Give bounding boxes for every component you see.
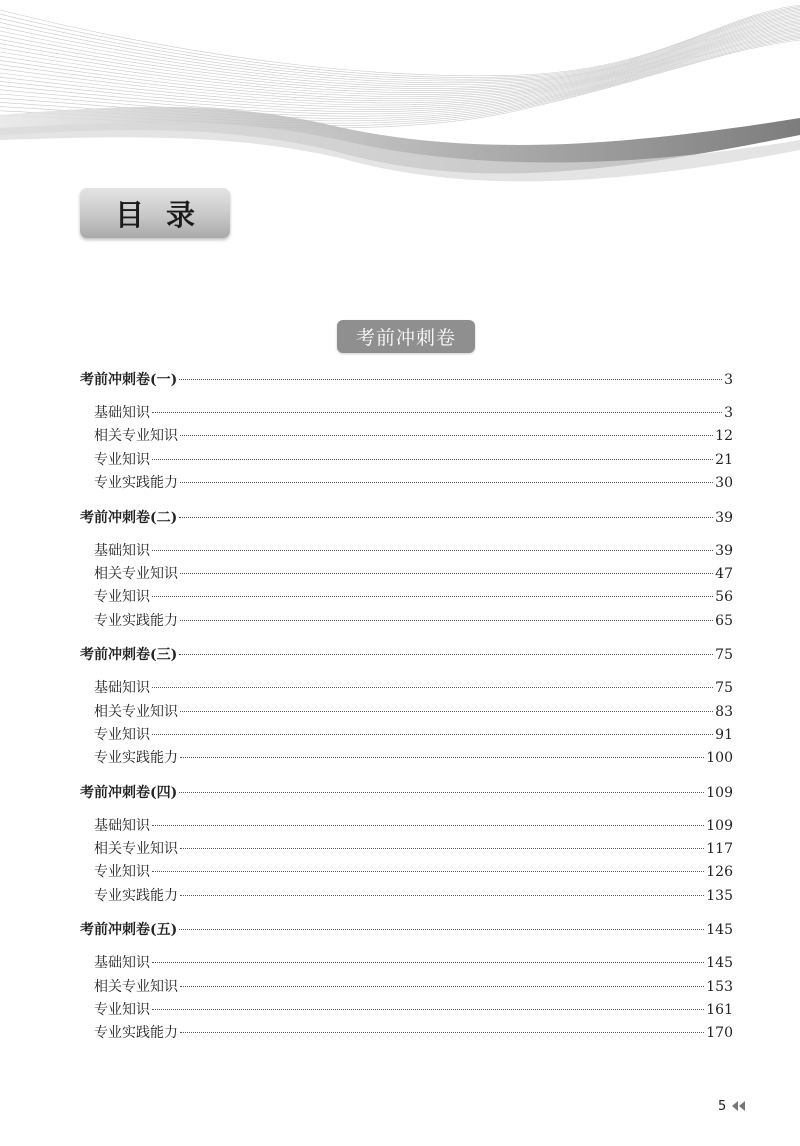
toc-chapter-entry-page-number: 39	[715, 509, 733, 526]
dot-leader	[152, 1009, 704, 1010]
toc-chapter-entry[interactable]	[80, 643, 733, 667]
toc-section-entry[interactable]	[80, 952, 733, 975]
toc-section-entry-page-number: 126	[706, 864, 733, 881]
header-wave-line	[0, 18, 800, 93]
dot-leader	[180, 895, 704, 896]
toc-chapter-entry[interactable]	[80, 368, 733, 392]
toc-section-entry-page-number: 135	[706, 887, 733, 904]
toc-section-entry-page-number: 109	[706, 817, 733, 834]
toc-section-entry[interactable]	[80, 586, 733, 609]
toc-section-entry-label: 相关专业知识	[94, 978, 178, 995]
dot-leader	[152, 687, 713, 688]
toc-group	[80, 506, 733, 634]
toc-section-entry-page-number: 39	[715, 542, 733, 559]
toc-chapter-entry-page-number: 3	[724, 372, 733, 388]
dot-leader	[180, 986, 704, 987]
dot-leader	[180, 711, 713, 712]
toc-section-entry-label: 专业实践能力	[94, 612, 178, 629]
toc-section-entry[interactable]	[80, 861, 733, 884]
toc-section-entry[interactable]	[80, 472, 733, 495]
toc-section-entry[interactable]	[80, 402, 733, 425]
dot-leader	[179, 929, 704, 930]
toc-section-entry[interactable]	[80, 677, 733, 700]
toc-section-entry[interactable]	[80, 976, 733, 999]
toc-section-entry[interactable]	[80, 999, 733, 1022]
toc-section-entry-label: 专业实践能力	[94, 1025, 178, 1042]
dot-leader	[180, 573, 713, 574]
toc-section-entry[interactable]	[80, 540, 733, 563]
dot-leader	[152, 825, 704, 826]
toc-section-entry-page-number: 56	[715, 589, 733, 606]
toc-section-entry[interactable]	[80, 747, 733, 770]
toc-section-entry[interactable]	[80, 701, 733, 724]
toc-section-entry[interactable]	[80, 885, 733, 908]
toc-section-entry[interactable]	[80, 425, 733, 448]
dot-leader	[180, 1032, 704, 1033]
toc-section-entry-label: 基础知识	[94, 542, 150, 559]
toc-chapter-entry-page-number: 109	[706, 784, 733, 801]
toc-section-entry-page-number: 47	[715, 565, 733, 582]
section-badge	[337, 320, 475, 353]
toc-group	[80, 368, 733, 496]
toc-section-entry-label: 基础知识	[94, 405, 150, 421]
dot-leader	[180, 435, 713, 436]
dot-leader	[179, 792, 704, 793]
toc-group	[80, 781, 733, 909]
toc-section-entry[interactable]	[80, 724, 733, 747]
header-wave-decoration	[0, 0, 800, 200]
section-title: 考前冲刺卷	[355, 327, 456, 349]
toc-section-entry-page-number: 30	[715, 475, 733, 492]
table-of-contents	[80, 368, 733, 1056]
dot-leader	[152, 459, 713, 460]
toc-section-entry[interactable]	[80, 610, 733, 633]
toc-group	[80, 643, 733, 771]
dot-leader	[152, 871, 704, 872]
toc-section-entry-page-number: 83	[715, 703, 733, 720]
toc-section-entry-label: 专业实践能力	[94, 887, 178, 904]
toc-section-entry-page-number: 75	[715, 680, 733, 697]
toc-section-entry-label: 专业知识	[94, 864, 150, 881]
toc-section-entry-page-number: 65	[715, 612, 733, 629]
dot-leader	[180, 482, 713, 483]
toc-section-entry-label: 基础知识	[94, 680, 150, 697]
toc-section-entry-page-number: 21	[715, 451, 733, 468]
toc-section-entry[interactable]	[80, 815, 733, 838]
dot-leader	[180, 848, 704, 849]
toc-title-tab	[80, 188, 230, 238]
toc-section-entry-page-number: 12	[715, 428, 733, 445]
header-wave-line	[0, 23, 800, 101]
toc-section-entry-label: 专业知识	[94, 726, 150, 743]
toc-section-entry[interactable]	[80, 1022, 733, 1045]
toc-section-entry-page-number: 91	[715, 726, 733, 743]
toc-chapter-entry-label: 考前冲刺卷(三)	[80, 647, 178, 664]
dot-leader	[179, 517, 713, 518]
dot-leader	[152, 734, 713, 735]
toc-chapter-entry-page-number: 145	[706, 922, 733, 939]
toc-section-entry-label: 专业实践能力	[94, 475, 178, 492]
toc-chapter-entry-label: 考前冲刺卷(五)	[80, 922, 178, 939]
toc-chapter-entry[interactable]	[80, 781, 733, 805]
toc-section-entry-label: 相关专业知识	[94, 703, 178, 720]
toc-title: 目录	[114, 197, 217, 232]
dot-leader	[180, 757, 704, 758]
page-footer	[718, 1096, 747, 1116]
toc-chapter-entry-page-number: 75	[715, 647, 733, 664]
toc-section-entry[interactable]	[80, 838, 733, 861]
toc-group	[80, 918, 733, 1046]
toc-section-entry-label: 相关专业知识	[94, 565, 178, 582]
toc-section-entry-page-number: 161	[706, 1002, 733, 1019]
toc-chapter-entry[interactable]	[80, 506, 733, 530]
toc-chapter-entry-label: 考前冲刺卷(二)	[80, 509, 178, 526]
double-chevron-left-icon	[731, 1101, 747, 1111]
toc-chapter-entry-label: 考前冲刺卷(四)	[80, 784, 178, 801]
toc-section-entry[interactable]	[80, 563, 733, 586]
toc-section-entry-label: 基础知识	[94, 817, 150, 834]
dot-leader	[179, 379, 722, 380]
toc-section-entry-page-number: 153	[706, 978, 733, 995]
toc-section-entry-page-number: 145	[706, 955, 733, 972]
toc-section-entry-page-number: 117	[706, 841, 733, 858]
page-number: 5	[718, 1098, 727, 1114]
toc-section-entry-label: 相关专业知识	[94, 428, 178, 445]
toc-section-entry-label: 专业知识	[94, 1002, 150, 1019]
toc-section-entry-label: 专业实践能力	[94, 750, 178, 767]
toc-section-entry-page-number: 100	[706, 750, 733, 767]
toc-section-entry[interactable]	[80, 449, 733, 472]
toc-section-entry-label: 专业知识	[94, 451, 150, 468]
toc-section-entry-page-number: 170	[706, 1025, 733, 1042]
toc-section-entry-label: 专业知识	[94, 589, 150, 606]
toc-section-entry-label: 基础知识	[94, 955, 150, 972]
dot-leader	[152, 550, 713, 551]
dot-leader	[180, 620, 713, 621]
toc-chapter-entry-label: 考前冲刺卷(一)	[80, 372, 178, 388]
dot-leader	[179, 654, 713, 655]
toc-section-entry-page-number: 3	[724, 405, 733, 421]
toc-section-entry-label: 相关专业知识	[94, 841, 178, 858]
dot-leader	[152, 412, 722, 413]
toc-chapter-entry[interactable]	[80, 918, 733, 942]
dot-leader	[152, 962, 704, 963]
dot-leader	[152, 596, 713, 597]
